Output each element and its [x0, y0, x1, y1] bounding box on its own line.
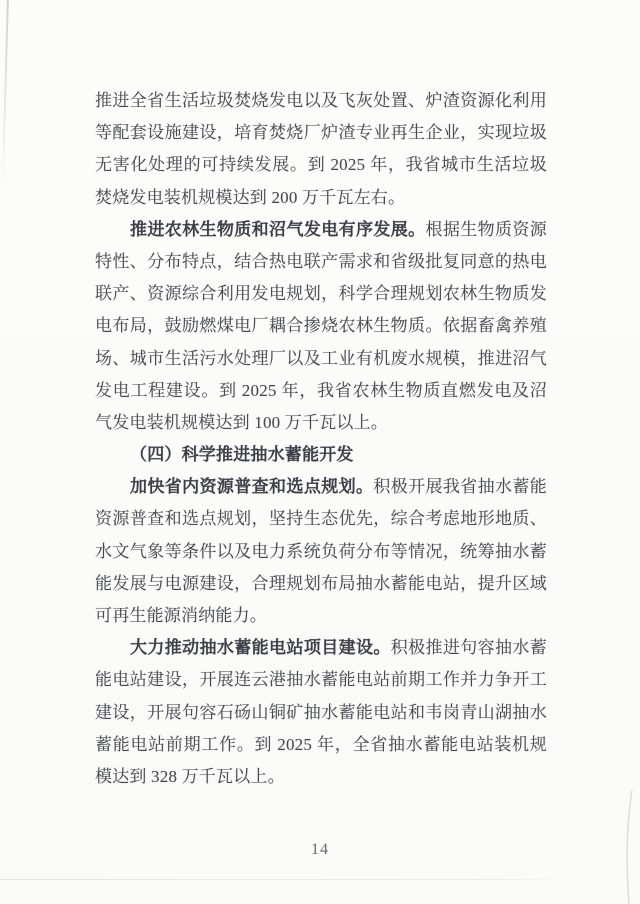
para-station-projects-line [95, 729, 547, 761]
paragraph-body-text: 无害化处理的可持续发展。到 2025 年，我省城市生活垃圾 [95, 155, 547, 175]
paragraph-body-text: 气发电装机规模达到 100 万千瓦以上。 [95, 412, 388, 432]
para-station-projects-line [95, 664, 547, 696]
para-biomass-biogas-line [95, 343, 547, 375]
paragraph-body-text: 积极推进句容抽水蓄 [390, 638, 547, 658]
para-waste-incineration-line [95, 149, 547, 181]
paragraph-lead-text: （四）科学推进抽水蓄能开发 [130, 445, 354, 465]
para-biomass-biogas-line [95, 375, 547, 407]
para-station-projects-line [95, 761, 547, 793]
para-biomass-biogas-line [95, 407, 547, 439]
para-station-projects-line [95, 632, 547, 664]
paragraph-body-text: 模达到 328 万千瓦以上。 [95, 766, 285, 786]
paragraph-body-text: 推进全省生活垃圾焚烧发电以及飞灰处置、炉渣资源化利用 [95, 91, 547, 110]
paragraph-body-text: 积极开展我省抽水蓄能 [373, 477, 547, 497]
scan-edge-left-line [2, 0, 9, 191]
paragraph-body-text: 焚烧发电装机规模达到 200 万千瓦左右。 [95, 187, 406, 207]
para-resource-survey-line [95, 568, 547, 600]
paragraph-lead-text: 推进农林生物质和沼气发电有序发展。 [130, 219, 426, 239]
para-waste-incineration-line [95, 85, 547, 117]
para-biomass-biogas-line [95, 246, 547, 278]
paragraph-body-text: 可再生能源消纳能力。 [95, 606, 267, 625]
page-corner-curl [540, 770, 640, 904]
para-resource-survey-line [95, 503, 547, 535]
document-text-block [95, 85, 547, 793]
paragraph-lead-text: 加快省内资源普查和选点规划。 [130, 477, 374, 497]
paragraph-body-text: 特性、分布特点，结合热电联产需求和省级批复同意的热电 [95, 251, 547, 271]
para-resource-survey-line [95, 471, 547, 503]
paragraph-body-text: 等配套设施建设，培育焚烧厂炉渣专业再生企业，实现垃圾 [95, 123, 547, 143]
paragraph-body-text: 建设，开展句容石砀山铜矿抽水蓄能电站和韦岗青山湖抽水 [95, 702, 547, 722]
para-waste-incineration-line [95, 182, 547, 214]
scan-edge-bottom-line [0, 879, 585, 880]
heading-section-four-line [95, 439, 547, 471]
page-number: 14 [311, 841, 329, 858]
para-biomass-biogas-line [95, 278, 547, 310]
paragraph-body-text: 蓄能电站前期工作。到 2025 年，全省抽水蓄能电站装机规 [95, 734, 547, 754]
paragraph-body-text: 能发展与电源建设，合理规划布局抽水蓄能电站，提升区域 [95, 573, 547, 593]
para-waste-incineration-line [95, 117, 547, 149]
paragraph-body-text: 水文气象等条件以及电力系统负荷分布等情况，统筹抽水蓄 [95, 541, 547, 561]
paragraph-body-text: 联产、资源综合利用发电规划，科学合理规划农林生物质发 [95, 284, 547, 304]
paragraph-body-text: 资源普查和选点规划，坚持生态优先，综合考虑地形地质、 [95, 509, 547, 529]
paragraph-body-text: 能电站建设，开展连云港抽水蓄能电站前期工作并力争开工 [95, 670, 547, 690]
paragraph-lead-text: 大力推动抽水蓄能电站项目建设。 [130, 638, 391, 658]
para-resource-survey-line [95, 536, 547, 568]
paragraph-body-text: 根据生物质资源 [425, 219, 547, 239]
paragraph-body-text: 场、城市生活污水处理厂以及工业有机废水规模，推进沼气 [95, 348, 547, 368]
para-station-projects-line [95, 697, 547, 729]
paragraph-body-text: 发电工程建设。到 2025 年，我省农林生物质直燃发电及沼 [95, 380, 547, 400]
para-resource-survey-line [95, 600, 547, 632]
para-biomass-biogas-line [95, 310, 547, 342]
paragraph-body-text: 电布局，鼓励燃煤电厂耦合掺烧农林生物质。依据畜禽养殖 [95, 316, 547, 336]
para-biomass-biogas-line [95, 214, 547, 246]
